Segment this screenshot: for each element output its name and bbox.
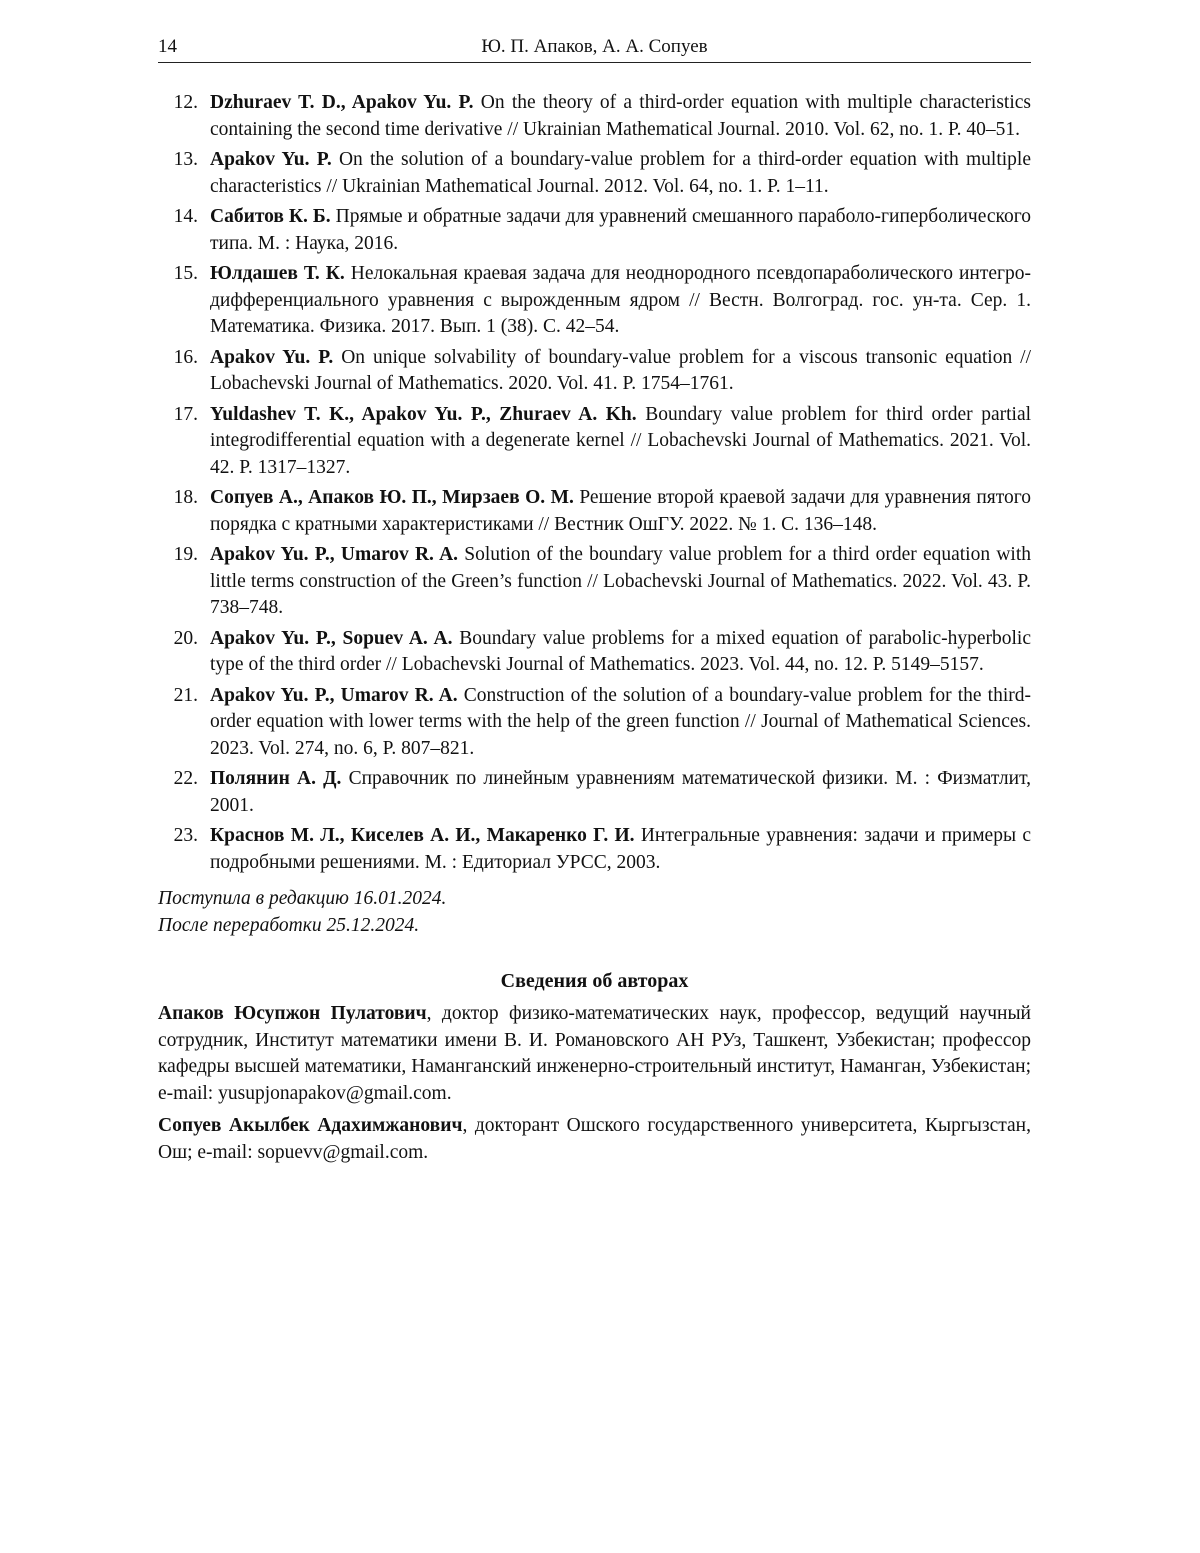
reference-item [158,626,1031,679]
author-name: Сопуев Акылбек Адахимжанович [158,1115,462,1136]
author-info [158,1001,1031,1107]
reference-item [158,90,1031,143]
reference-number: 17. [158,402,198,429]
reference-item [158,766,1031,819]
reference-item [158,542,1031,622]
reference-text: On the theory of a third-order equation with multiple characteristics containing the second time derivative // Ukrainian Mathematical Journal. 2010. Vol. 62, no. 1. P. 40–51. [210,92,1031,140]
received-date: Поступила в редакцию 16.01.2024. [158,886,1031,913]
reference-item [158,204,1031,257]
page-number: 14 [158,36,177,58]
reference-text: Solution of the boundary value problem for a third order equation with little terms construction of the Green’s function // Lobachevski Journal of Mathematics. 2022. Vol. 43. P. 738–748. [210,544,1031,618]
author-info [158,1113,1031,1166]
reference-authors: Apakov Yu. P., Umarov R. A. [210,544,458,565]
author-details: , доктор физико-математических наук, профессор, ведущий научный сотрудник, Институт математики имени В. И. Романовского АН РУз, Ташкент, Узбекистан; профессор кафедры высшей математики, Наманганский инженерно-строительный институт, Наманган, Узбекистан; e-mail: yusupjonapakov@gmail.com. [158,1003,1031,1104]
reference-item [158,485,1031,538]
reference-number: 21. [158,683,198,710]
reference-authors: Сопуев А., Апаков Ю. П., Мирзаев О. М. [210,487,574,508]
reference-authors: Юлдашев Т. К. [210,263,345,284]
reference-number: 20. [158,626,198,653]
reference-text: Construction of the solution of a boundary-value problem for the third-order equation with lower terms with the help of the green function // Journal of Mathematical Sciences. 2023. Vol. 274, no. 6, P. 807–821. [210,685,1031,759]
reference-text: Прямые и обратные задачи для уравнений смешанного параболо-гиперболического типа. М. : Наука, 2016. [210,206,1031,254]
reference-number: 18. [158,485,198,512]
reference-number: 22. [158,766,198,793]
reference-number: 13. [158,147,198,174]
reference-authors: Apakov Yu. P., Umarov R. A. [210,685,458,706]
reference-number: 19. [158,542,198,569]
revised-date: После переработки 25.12.2024. [158,913,1031,940]
reference-authors: Apakov Yu. P., Sopuev A. A. [210,628,452,649]
reference-authors: Dzhuraev T. D., Apakov Yu. P. [210,92,474,113]
reference-item [158,683,1031,763]
authors-section-title: Сведения об авторах [158,967,1031,995]
reference-item [158,261,1031,341]
reference-text: Boundary value problem for third order partial integrodifferential equation with a degenerate kernel // Lobachevski Journal of Mathematics. 2021. Vol. 42. P. 1317–1327. [210,404,1031,478]
reference-number: 15. [158,261,198,288]
reference-text: Решение второй краевой задачи для уравнения пятого порядка с кратными характеристиками // Вестник ОшГУ. 2022. № 1. С. 136–148. [210,487,1031,535]
reference-authors: Полянин А. Д. [210,768,341,789]
page-header [158,32,1031,63]
reference-number: 23. [158,823,198,850]
reference-text: Интегральные уравнения: задачи и примеры с подробными решениями. М. : Едиториал УРСС, 2003. [210,825,1031,873]
reference-item [158,345,1031,398]
reference-text: On the solution of a boundary-value problem for a third-order equation with multiple characteristics // Ukrainian Mathematical Journal. 2012. Vol. 64, no. 1. P. 1–11. [210,149,1031,197]
reference-authors: Краснов М. Л., Киселев А. И., Макаренко Г. И. [210,825,635,846]
reference-item [158,147,1031,200]
reference-text: Справочник по линейным уравнениям математической физики. М. : Физматлит, 2001. [210,768,1031,816]
reference-text: Нелокальная краевая задача для неоднородного псевдопараболического интегро-дифференциального уравнения с вырожденным ядром // Вестн. Волгоград. гос. ун-та. Сер. 1. Математика. Физика. 2017. Вып. 1 (38). С. 42–54. [210,263,1031,337]
reference-text: Boundary value problems for a mixed equation of parabolic-hyperbolic type of the third order // Lobachevski Journal of Mathematics. 2023. Vol. 44, no. 12. P. 5149–5157. [210,628,1031,676]
author-name: Апаков Юсупжон Пулатович [158,1003,427,1024]
reference-number: 12. [158,90,198,117]
reference-item [158,402,1031,482]
reference-authors: Apakov Yu. P. [210,347,333,368]
reference-number: 14. [158,204,198,231]
reference-number: 16. [158,345,198,372]
journal-page [158,32,1031,1166]
reference-authors: Apakov Yu. P. [210,149,332,170]
reference-authors: Сабитов К. Б. [210,206,331,227]
reference-text: On unique solvability of boundary-value problem for a viscous transonic equation // Lobachevski Journal of Mathematics. 2020. Vol. 41. P. 1754–1761. [210,347,1031,395]
reference-list [158,90,1031,876]
running-head: Ю. П. Апаков, А. А. Сопуев [158,36,1031,58]
article-dates [158,886,1031,939]
author-details: , докторант Ошского государственного университета, Кыргызстан, Ош; e-mail: sopuevv@gmail.com. [158,1115,1031,1163]
reference-authors: Yuldashev T. K., Apakov Yu. P., Zhuraev A. Kh. [210,404,637,425]
reference-item [158,823,1031,876]
